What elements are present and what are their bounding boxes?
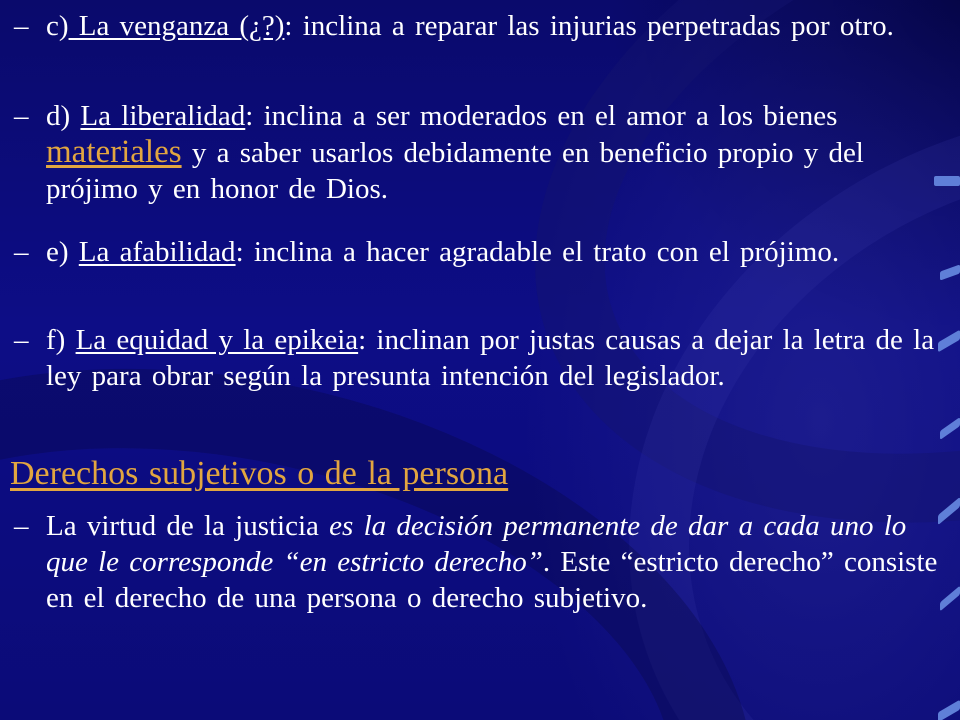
bullet-text: : inclina a hacer agradable el trato con el prójimo. xyxy=(235,236,840,268)
bullet-body xyxy=(46,508,944,616)
bullet-body xyxy=(46,322,944,394)
bullet-prefix: d) xyxy=(46,100,81,132)
bullet-text: y a saber usarlos debidamente en beneficio propio y del prójimo y en honor de Dios. xyxy=(46,137,864,205)
bullet-body xyxy=(46,234,944,270)
bullet-item-justicia xyxy=(14,508,944,616)
bullet-lead: La virtud de la justicia xyxy=(46,510,330,542)
bullet-marker: – xyxy=(14,100,29,132)
bullet-marker: – xyxy=(14,510,29,542)
bullet-body xyxy=(46,8,944,44)
bullet-term: La afabilidad xyxy=(78,236,236,268)
bullet-item-c xyxy=(14,8,944,44)
edge-accent-mark xyxy=(938,700,960,720)
bullet-body xyxy=(46,98,944,207)
section-heading-link[interactable]: Derechos subjetivos o de la persona xyxy=(10,455,509,492)
bullet-text: . Este “estricto derecho” consiste en el derecho de una persona o derecho subjetivo. xyxy=(46,546,938,614)
bullet-item-d xyxy=(14,98,944,207)
materiales-link[interactable]: materiales xyxy=(46,134,182,170)
bullet-term: La venganza (¿?) xyxy=(68,10,285,42)
bullet-term: La equidad y la epikeia xyxy=(75,324,359,356)
bullet-marker: – xyxy=(14,324,29,356)
bullet-text: : inclinan por justas causas a dejar la letra de la ley para obrar según la presunta intención del legislador. xyxy=(46,324,935,392)
bullet-marker: – xyxy=(14,10,29,42)
bullet-marker: – xyxy=(14,236,29,268)
bullet-term: La liberalidad xyxy=(80,100,246,132)
bullet-item-e xyxy=(14,234,944,270)
bullet-prefix: f) xyxy=(46,324,76,356)
bullet-text: : inclina a reparar las injurias perpetradas por otro. xyxy=(284,10,894,42)
bullet-italic-definition: es la decisión permanente de dar a cada uno lo que le corresponde “en estricto derecho” xyxy=(46,510,907,578)
bullet-prefix: c) xyxy=(46,10,69,42)
bullet-text: : inclina a ser moderados en el amor a los bienes xyxy=(245,100,838,132)
bullet-prefix: e) xyxy=(46,236,79,268)
bullet-item-f xyxy=(14,322,944,394)
edge-accent-mark xyxy=(940,417,960,440)
